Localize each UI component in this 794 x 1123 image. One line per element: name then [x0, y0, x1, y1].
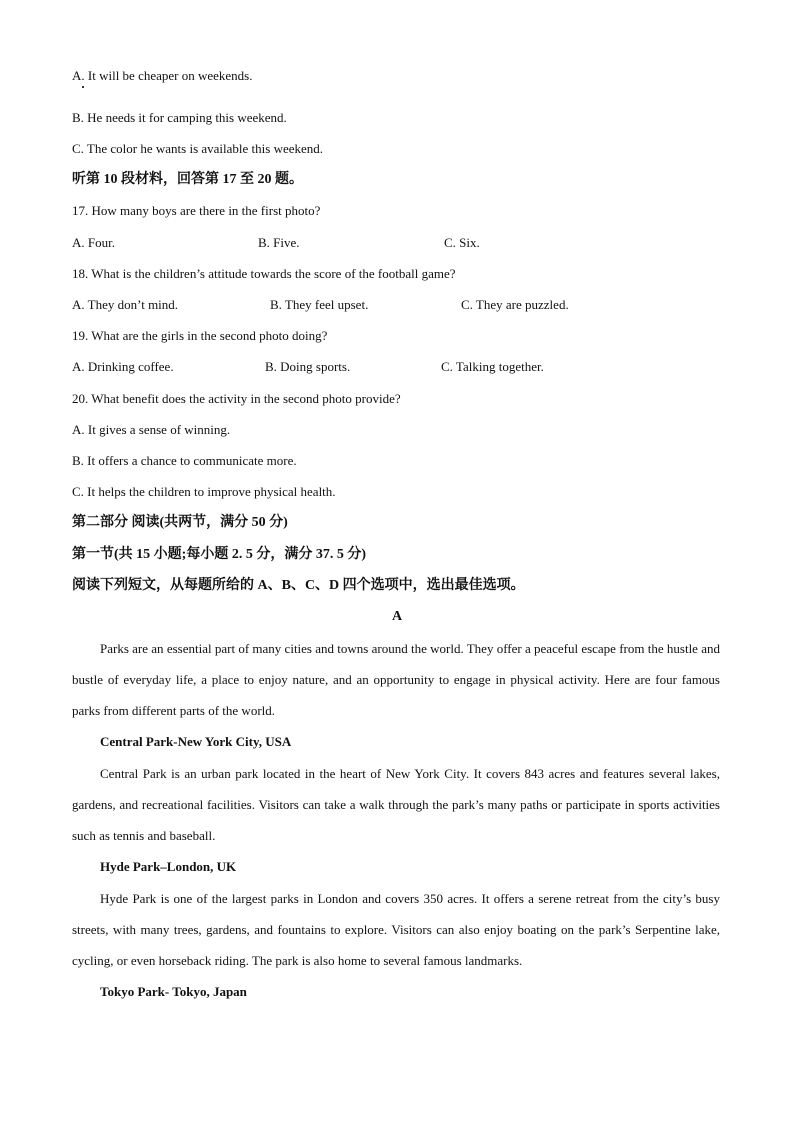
park-title-hyde: Hyde Park–London, UK	[100, 859, 237, 874]
reading-instruction: 阅读下列短文，从每题所给的 A、B、C、D 四个选项中，选出最佳选项。	[72, 578, 525, 593]
q18-stem: 18. What is the children’s attitude towards the score of the football game?	[72, 266, 456, 281]
q19-option-b: B. Doing sports.	[265, 359, 351, 374]
q20-option-a: A. It gives a sense of winning.	[72, 422, 231, 437]
section1-heading: 第一节(共 15 小题;每小题 2. 5 分，满分 37. 5 分)	[72, 547, 366, 562]
park-title-central: Central Park-New York City, USA	[100, 734, 292, 749]
park-title-tokyo: Tokyo Park- Tokyo, Japan	[100, 984, 247, 999]
q18-option-c: C. They are puzzled.	[461, 297, 569, 312]
q17-option-c: C. Six.	[444, 235, 480, 250]
q19-stem: 19. What are the girls in the second photo doing?	[72, 328, 328, 343]
section10-heading: 听第 10 段材料，回答第 17 至 20 题。	[72, 172, 303, 187]
q20-stem: 20. What benefit does the activity in the second photo provide?	[72, 391, 401, 406]
part2-heading: 第二部分 阅读(共两节，满分 50 分)	[72, 515, 288, 530]
q16-option-a: A. It will be cheaper on weekends.	[72, 68, 253, 83]
q16-option-b: B. He needs it for camping this weekend.	[72, 110, 287, 125]
q17-stem: 17. How many boys are there in the first photo?	[72, 203, 321, 218]
q18-option-b: B. They feel upset.	[270, 297, 369, 312]
q20-option-b: B. It offers a chance to communicate more.	[72, 453, 297, 468]
passage-letter: A	[391, 609, 403, 624]
stray-dot	[82, 86, 84, 88]
q17-option-a: A. Four.	[72, 235, 115, 250]
park-text-central: Central Park is an urban park located in the heart of New York City. It covers 843 acres and features several lakes, gardens, and recreational facilities. Visitors can take a walk through the park’s many paths or participate in sports activities such as tennis and baseball.	[72, 766, 720, 844]
q16-option-c: C. The color he wants is available this weekend.	[72, 141, 324, 156]
park-text-hyde: Hyde Park is one of the largest parks in London and covers 350 acres. It offers a serene retreat from the city’s busy streets, with many trees, gardens, and fountains to explore. Visitors can also enjoy boating on the park’s Serpentine lake, cycling, or even horseback riding. The park is also home to several famous landmarks.	[72, 891, 720, 969]
q20-option-c: C. It helps the children to improve physical health.	[72, 484, 336, 499]
q19-option-a: A. Drinking coffee.	[72, 359, 174, 374]
q19-option-c: C. Talking together.	[441, 359, 544, 374]
passage-intro: Parks are an essential part of many cities and towns around the world. They offer a peaceful escape from the hustle and bustle of everyday life, a place to enjoy nature, and an opportunity to engage in physical activity. Here are four famous parks from different parts of the world.	[72, 641, 720, 719]
q17-option-b: B. Five.	[258, 235, 300, 250]
q18-option-a: A. They don’t mind.	[72, 297, 179, 312]
